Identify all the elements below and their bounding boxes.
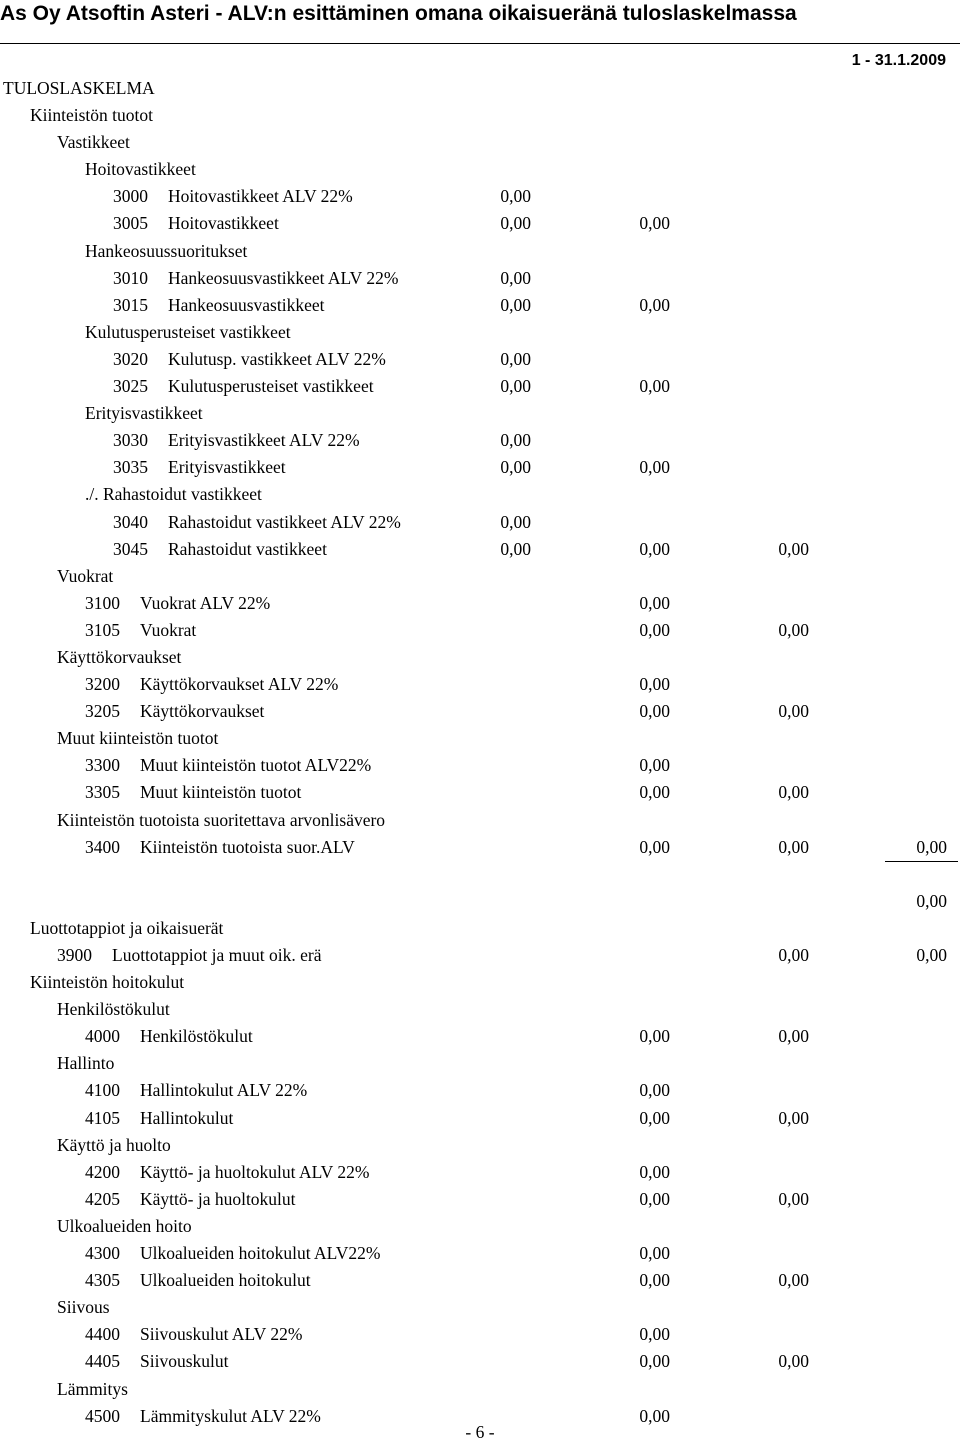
account-code: 4200	[85, 1161, 120, 1182]
heading-label: Kiinteistön hoitokulut	[30, 972, 185, 993]
amount-n1: 0,00	[500, 294, 531, 315]
heading-label: Muut kiinteistön tuotot	[57, 728, 219, 749]
amount-n2: 0,00	[639, 619, 670, 640]
account-name: Hallintokulut ALV 22%	[140, 1080, 308, 1101]
amount-n2: 0,00	[639, 1026, 670, 1047]
heading-label: Ulkoalueiden hoito	[57, 1215, 192, 1236]
account-code: 3035	[113, 457, 148, 478]
amount-n3: 0,00	[778, 782, 809, 803]
amount-n3: 0,00	[778, 701, 809, 722]
account-name: Hankeosuusvastikkeet ALV 22%	[168, 267, 399, 288]
account-row	[0, 1348, 960, 1375]
heading-label: Käyttökorvaukset	[57, 646, 182, 667]
account-name: Erityisvastikkeet ALV 22%	[168, 430, 360, 451]
account-code: 3045	[113, 538, 148, 559]
account-name: Muut kiinteistön tuotot ALV22%	[140, 755, 372, 776]
heading-label: Erityisvastikkeet	[85, 403, 203, 424]
account-name: Rahastoidut vastikkeet	[168, 538, 327, 559]
account-code: 3900	[57, 945, 92, 965]
account-name: Kulutusp. vastikkeet ALV 22%	[168, 348, 386, 369]
amount-n3: 0,00	[778, 538, 809, 559]
amount-n2: 0,00	[639, 457, 670, 478]
document-title: As Oy Atsoftin Asteri - ALV:n esittäminen omana oikaisueränä tuloslaskelmassa	[0, 2, 797, 25]
account-row	[0, 509, 960, 536]
section-heading	[0, 1213, 960, 1240]
section-heading	[0, 915, 960, 942]
account-name: Vuokrat	[140, 619, 197, 640]
account-name: Kiinteistön tuotoista suor.ALV	[140, 836, 355, 857]
amount-n2: 0,00	[639, 1324, 670, 1345]
account-code: 4500	[85, 1405, 120, 1426]
amount-n1: 0,00	[500, 538, 531, 559]
amount-n3: 0,00	[778, 836, 809, 857]
account-name: Ulkoalueiden hoitokulut ALV22%	[140, 1243, 381, 1264]
account-name: Erityisvastikkeet	[168, 457, 286, 478]
amount-n1: 0,00	[500, 348, 531, 369]
amount-n2: 0,00	[639, 213, 670, 234]
account-row	[0, 698, 960, 725]
section-heading	[0, 1294, 960, 1321]
income-statement	[0, 75, 960, 1430]
amount-n3: 0,00	[778, 1270, 809, 1291]
amount-n3: 0,00	[778, 1188, 809, 1209]
account-code: 4105	[85, 1107, 120, 1128]
spacer-row	[0, 888, 960, 915]
account-code: 3025	[113, 376, 148, 397]
account-row	[0, 1077, 960, 1104]
account-code: 4405	[85, 1351, 120, 1372]
heading-label: Luottotappiot ja oikaisuerät	[30, 917, 224, 938]
account-row	[0, 346, 960, 373]
account-name: Vuokrat ALV 22%	[140, 592, 271, 613]
amount-n2: 0,00	[639, 1270, 670, 1291]
amount-n2: 0,00	[639, 1188, 670, 1209]
section-heading	[0, 563, 960, 590]
account-code: 4300	[85, 1243, 120, 1264]
account-row	[0, 183, 960, 210]
account-row	[0, 1105, 960, 1132]
section-heading	[0, 102, 960, 129]
amount-n3: 0,00	[778, 945, 809, 965]
amount-n1: 0,00	[500, 430, 531, 451]
account-code: 3205	[85, 701, 120, 722]
amount-n3: 0,00	[778, 1351, 809, 1372]
account-row	[0, 373, 960, 400]
amount-n1: 0,00	[500, 376, 531, 397]
total-underline	[885, 861, 958, 862]
heading-label: Henkilöstökulut	[57, 999, 170, 1020]
page-number: - 6 -	[465, 1422, 495, 1442]
account-code: 3200	[85, 674, 120, 695]
account-row	[0, 1321, 960, 1348]
heading-label: Käyttö ja huolto	[57, 1134, 171, 1155]
amount-n2: 0,00	[639, 1243, 670, 1264]
account-name: Ulkoalueiden hoitokulut	[140, 1270, 311, 1291]
account-row	[0, 752, 960, 779]
amount-n4: 0,00	[916, 890, 947, 911]
account-name: Hallintokulut	[140, 1107, 234, 1128]
heading-label: Hallinto	[57, 1053, 115, 1074]
account-name: Käyttö- ja huoltokulut	[140, 1188, 296, 1209]
account-code: 4100	[85, 1080, 120, 1101]
heading-label: Kiinteistön tuotoista suoritettava arvonlisävero	[57, 809, 386, 830]
amount-n4: 0,00	[916, 945, 947, 965]
account-row	[0, 1159, 960, 1186]
account-name: Käyttökorvaukset ALV 22%	[140, 674, 339, 695]
amount-n2: 0,00	[639, 836, 670, 857]
amount-n1: 0,00	[500, 511, 531, 532]
account-name: Hankeosuusvastikkeet	[168, 294, 325, 315]
account-code: 4400	[85, 1324, 120, 1345]
section-heading	[0, 1050, 960, 1077]
amount-n2: 0,00	[639, 294, 670, 315]
amount-n2: 0,00	[639, 538, 670, 559]
account-row	[0, 292, 960, 319]
section-heading	[0, 156, 960, 183]
account-row	[0, 834, 960, 861]
account-row	[0, 1240, 960, 1267]
account-row	[0, 1186, 960, 1213]
amount-n4: 0,00	[916, 836, 947, 857]
heading-label: Hankeosuussuoritukset	[85, 240, 248, 261]
heading-label: ./. Rahastoidut vastikkeet	[85, 484, 262, 505]
account-code: 3300	[85, 755, 120, 776]
section-heading	[0, 725, 960, 752]
account-row	[0, 590, 960, 617]
heading-label: Vastikkeet	[57, 132, 130, 153]
section-heading	[0, 75, 960, 102]
account-name: Kulutusperusteiset vastikkeet	[168, 376, 374, 397]
account-name: Hoitovastikkeet	[168, 213, 279, 234]
account-name: Muut kiinteistön tuotot	[140, 782, 302, 803]
section-heading	[0, 1132, 960, 1159]
account-row	[0, 265, 960, 292]
section-heading	[0, 996, 960, 1023]
section-heading	[0, 807, 960, 834]
account-code: 3100	[85, 592, 120, 613]
account-row	[0, 942, 960, 969]
spacer-row	[0, 861, 960, 888]
section-heading	[0, 644, 960, 671]
heading-label: Vuokrat	[57, 565, 114, 586]
account-row	[0, 779, 960, 806]
account-code: 3305	[85, 782, 120, 803]
account-row	[0, 617, 960, 644]
account-name: Siivouskulut ALV 22%	[140, 1324, 303, 1345]
account-code: 3005	[113, 213, 148, 234]
heading-label: Lämmitys	[57, 1378, 128, 1399]
section-heading	[0, 1376, 960, 1403]
section-heading	[0, 129, 960, 156]
section-heading	[0, 969, 960, 996]
account-row	[0, 1023, 960, 1050]
account-name: Henkilöstökulut	[140, 1026, 253, 1047]
account-row	[0, 1267, 960, 1294]
amount-n2: 0,00	[639, 376, 670, 397]
account-code: 4305	[85, 1270, 120, 1291]
heading-label: Kiinteistön tuotot	[30, 105, 153, 126]
amount-n2: 0,00	[639, 1405, 670, 1426]
amount-n1: 0,00	[500, 213, 531, 234]
account-code: 3105	[85, 619, 120, 640]
report-period: 1 - 31.1.2009	[851, 52, 946, 69]
account-name: Lämmityskulut ALV 22%	[140, 1405, 321, 1426]
section-heading	[0, 481, 960, 508]
account-code: 3010	[113, 267, 148, 288]
account-code: 3030	[113, 430, 148, 451]
amount-n1: 0,00	[500, 267, 531, 288]
account-code: 3000	[113, 186, 148, 207]
amount-n2: 0,00	[639, 1161, 670, 1182]
heading-label: TULOSLASKELMA	[3, 78, 155, 98]
amount-n3: 0,00	[778, 1107, 809, 1128]
account-code: 3020	[113, 348, 148, 369]
account-code: 4205	[85, 1188, 120, 1209]
title-divider	[0, 43, 960, 44]
account-row	[0, 671, 960, 698]
amount-n2: 0,00	[639, 1351, 670, 1372]
account-row	[0, 536, 960, 563]
amount-n2: 0,00	[639, 592, 670, 613]
amount-n2: 0,00	[639, 674, 670, 695]
account-row	[0, 454, 960, 481]
amount-n1: 0,00	[500, 186, 531, 207]
account-name: Rahastoidut vastikkeet ALV 22%	[168, 511, 401, 532]
amount-n3: 0,00	[778, 619, 809, 640]
account-row	[0, 427, 960, 454]
account-name: Hoitovastikkeet ALV 22%	[168, 186, 353, 207]
account-name: Käyttö- ja huoltokulut ALV 22%	[140, 1161, 370, 1182]
heading-label: Siivous	[57, 1297, 110, 1318]
amount-n2: 0,00	[639, 1107, 670, 1128]
section-heading	[0, 238, 960, 265]
account-name: Luottotappiot ja muut oik. erä	[112, 945, 322, 965]
amount-n1: 0,00	[500, 457, 531, 478]
account-name: Siivouskulut	[140, 1351, 229, 1372]
account-code: 3040	[113, 511, 148, 532]
account-code: 4000	[85, 1026, 120, 1047]
amount-n2: 0,00	[639, 782, 670, 803]
amount-n2: 0,00	[639, 701, 670, 722]
heading-label: Hoitovastikkeet	[85, 159, 196, 180]
amount-n3: 0,00	[778, 1026, 809, 1047]
account-code: 3015	[113, 294, 148, 315]
amount-n2: 0,00	[639, 755, 670, 776]
section-heading	[0, 319, 960, 346]
amount-n2: 0,00	[639, 1080, 670, 1101]
section-heading	[0, 400, 960, 427]
heading-label: Kulutusperusteiset vastikkeet	[85, 321, 291, 342]
account-row	[0, 210, 960, 237]
account-name: Käyttökorvaukset	[140, 701, 265, 722]
account-code: 3400	[85, 836, 120, 857]
